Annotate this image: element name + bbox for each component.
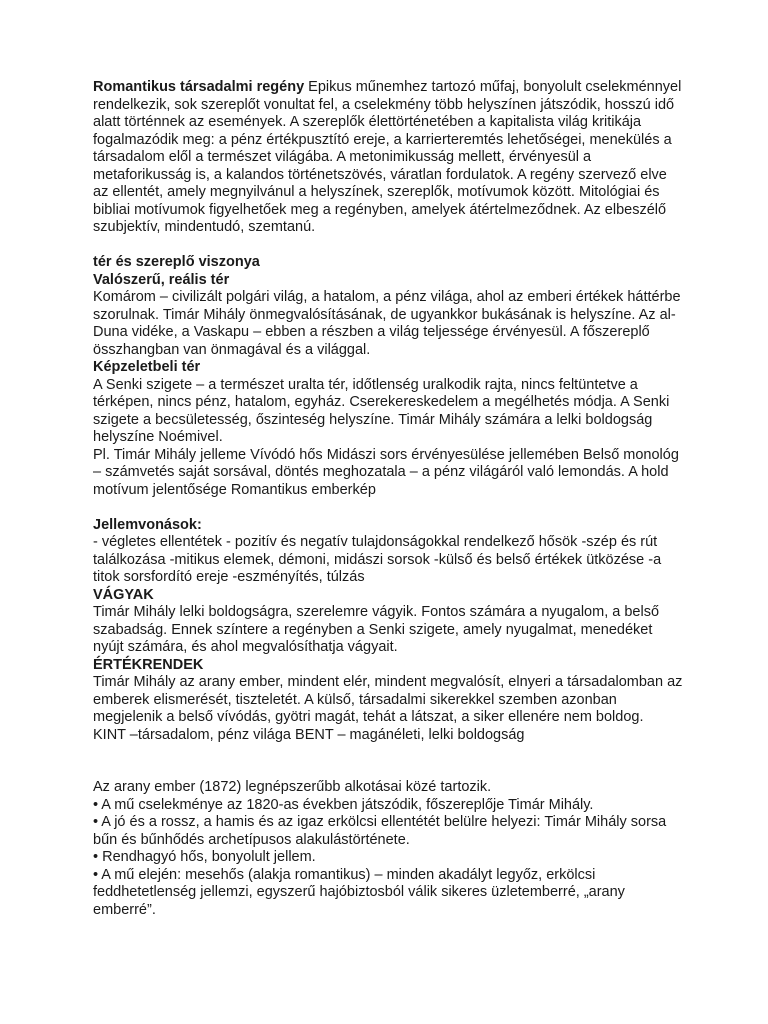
character-text: Pl. Timár Mihály jelleme Vívódó hős Midászi sors érvényesülése jellemében Belső monológ – számvetés saját sorsával, döntés meghozatala – a pénz világáról való lemondás. A hold motívum jelentősége Romantikus emberkép [93, 446, 679, 498]
spacer [93, 744, 683, 779]
imaginary-space-text: A Senki szigete – a természet uralta tér, időtlenség uralkodik rajta, nincs feltüntetve a térképen, nincs pénz, hatalom, egyház. Cserekereskedelem a megélhetés módja. A Senki szigete a becsületesség, őszinteség helyszíne. Timár Mihály számára a lelki boldogság helyszíne Noémivel. [93, 376, 670, 445]
spacer [93, 237, 683, 255]
spacer [93, 499, 683, 517]
intro-text: Epikus műnemhez tartozó műfaj, bonyolult cselekménnyel rendelkezik, sok szereplőt vonultat fel, a cselekmény több helyszínen játszódik, hosszú idő alatt történnek az események. A szereplők élettörténetében a kapitalista világ kritikája fogalmazódik meg: a pénz értékpusztító ereje, a karrierteremtés lehetőségei, menekülés a társadalom elől a természet világába. A metonimikusság mellett, érvényesül a metaforikusság is, a kalandos történetszövés, váratlan fordulatok. A regény szervező elve az ellentét, amely megnyilvánul a helyszínek, szereplők, motívumok között. Mitológiai és bibliai motívumok figyelhetőek meg a regényben, amelyek átértelmeződnek. Az elbeszélő szubjektív, mindentudó, szemtanú. [93, 79, 682, 235]
values-text: Timár Mihály az arany ember, mindent elér, mindent megvalósít, elnyeri a társadalomban az emberek elismerését, tiszteletét. A külső, társadalmi sikerekkel szemben azonban megjelenik a belső vívódás, gyötri magát, tehát a látszat, a siker ellenére nem boldog. [93, 674, 683, 725]
summary-intro: Az arany ember (1872) legnépszerűbb alkotásai közé tartozik. [93, 779, 492, 795]
desires-text: Timár Mihály lelki boldogságra, szerelemre vágyik. Fontos számára a nyugalom, a belső szabadság. Ennek színtere a regényben a Senki szigete, amely nyugalmat, menedéket nyújt számára, és ahol megvalósíthatja vágyait. [93, 604, 660, 655]
summary-bullet: • A jó és a rossz, a hamis és az igaz erkölcsi ellentétét belülre helyezi: Timár Mihály sorsa bűn és bűnhődés archetípusos alakulástörténete. [93, 814, 667, 848]
document-page [93, 79, 683, 919]
intro-heading: Romantikus társadalmi regény [93, 79, 305, 95]
values-heading: ÉRTÉKRENDEK [93, 656, 204, 673]
real-space-heading: Valószerű, reális tér [93, 271, 230, 288]
real-space-text: Komárom – civilizált polgári világ, a hatalom, a pénz világa, ahol az emberi értékek háttérbe szorulnak. Timár Mihály önmegvalósításának, de ugyankkor bukásának is helyszíne. Az al-Duna vidéke, a Vaskapu – ebben a részben a világ teljessége érvényesül. A főszereplő összhangban van önmagával és a világgal. [93, 289, 681, 358]
traits-text: - végletes ellentétek - pozitív és negatív tulajdonságokkal rendelkező hősök -szép és rút találkozása -mitikus elemek, démoni, midászi sorsok -külső és belső értékek ütközése -a titok sorsfordító ereje -eszményítés, túlzás [93, 534, 662, 585]
summary-bullet: • A mű elején: mesehős (alakja romantikus) – minden akadályt legyőz, erkölcsi feddhetetlenség jellemzi, egyszerű hajóbiztosból válik sikeres üzletemberré, „arany emberré”. [93, 866, 625, 918]
intro-paragraph [93, 79, 683, 237]
traits-heading: Jellemvonások: [93, 516, 202, 533]
summary-bullet: • Rendhagyó hős, bonyolult jellem. [93, 849, 316, 865]
desires-heading: VÁGYAK [93, 586, 154, 603]
summary-bullet: • A mű cselekménye az 1820-as években játszódik, főszereplője Timár Mihály. [93, 796, 594, 813]
values-line: KINT –társadalom, pénz világa BENT – magánéleti, lelki boldogság [93, 726, 525, 743]
imaginary-space-heading: Képzeletbeli tér [93, 359, 201, 375]
space-heading: tér és szereplő viszonya [93, 254, 260, 270]
